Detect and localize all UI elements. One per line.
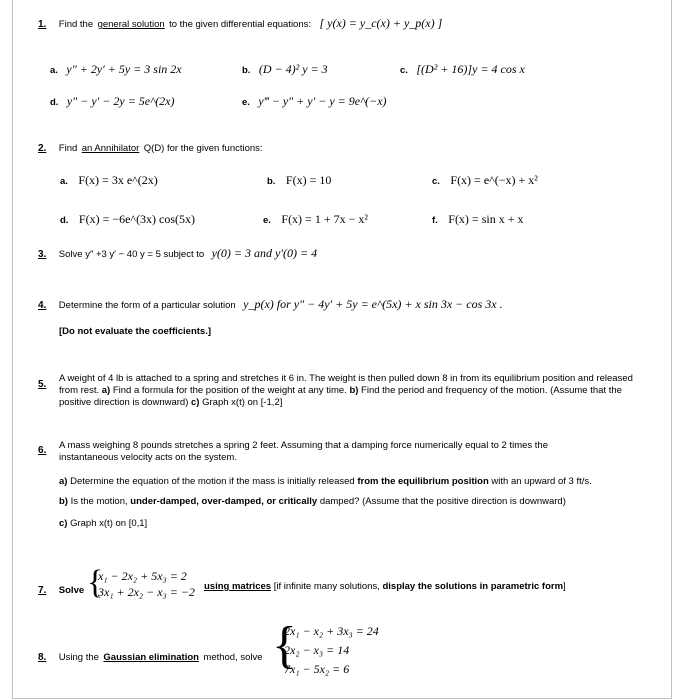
part-text: Graph x(t) on [0,1] [70, 518, 148, 529]
item-equation: F(x) = e^(−x) + x² [450, 173, 538, 187]
system-equation: 7x₁ − 5x₂ = 6 [284, 662, 350, 676]
problem-number: 3. [38, 249, 47, 260]
item-2b [267, 171, 331, 189]
item-2f [432, 210, 523, 228]
problem-text: Determine the form of a particular solution [58, 300, 236, 311]
gaussian-elimination-link: Gaussian elimination [103, 652, 199, 663]
item-1a [50, 60, 182, 78]
item-equation: F(x) = 1 + 7x − x² [281, 212, 368, 226]
item-equation: F(x) = sin x + x [448, 212, 524, 226]
general-solution-link: general solution [97, 19, 165, 30]
problem-equation: y_p(x) for y″ − 4y′ + 5y = e^(5x) + x sin 3x − cos 3x . [243, 297, 503, 311]
item-label: e. [242, 97, 250, 108]
problem-1 [38, 14, 442, 32]
item-2d [60, 210, 195, 228]
problem-8 [38, 647, 263, 665]
problem-text: Q(D) for the given functions: [143, 143, 263, 154]
item-label: d. [60, 215, 69, 226]
item-2a [60, 171, 158, 189]
solution-formula: [ y(x) = y_c(x) + y_p(x) ] [319, 16, 443, 30]
part-text: Find a formula for the position of the weight at any time. [112, 385, 347, 396]
part-label: a) [59, 476, 68, 487]
problem-2 [38, 138, 263, 156]
item-label: a. [50, 65, 58, 76]
problem-text: Solve y″ +3 y′ − 40 y = 5 subject to [58, 249, 205, 260]
part-label: c) [59, 518, 68, 529]
annihilator-link: an Annihilator [81, 143, 140, 154]
part-label: c) [191, 397, 200, 408]
system-equations [284, 622, 379, 679]
system-brace: { [87, 564, 104, 601]
problem-7 [38, 580, 84, 598]
item-label: d. [50, 97, 59, 108]
part-text: Determine the equation of the motion if the mass is initially released [70, 476, 355, 487]
problem-6b [59, 496, 566, 507]
item-label: e. [263, 215, 271, 226]
problem-note: [Do not evaluate the coefficients.] [59, 326, 212, 337]
problem-5-number [38, 374, 46, 392]
problem-7-instructions [204, 581, 566, 592]
problem-text: Find [58, 143, 78, 154]
item-label: f. [432, 215, 438, 226]
problem-text: Solve [58, 585, 85, 596]
item-equation: y‴ − y″ + y′ − y = 9e^(−x) [258, 94, 387, 108]
part-text: damped? (Assume that the positive direction is downward) [319, 496, 566, 507]
item-equation: [(D² + 16)]y = 4 cos x [416, 62, 525, 76]
problem-number: 2. [38, 143, 47, 154]
problem-6 [59, 440, 599, 464]
problem-text: Find the [58, 19, 94, 30]
problem-text: method, solve [203, 652, 263, 663]
part-text: Find the period and frequency of the motion. (Assume that the positive direction is downward) [59, 385, 622, 408]
problem-3 [38, 244, 317, 262]
item-2e [263, 210, 368, 228]
part-text-bold: under-damped, over-damped, or critically [130, 496, 318, 507]
part-label: a) [101, 385, 111, 396]
system-brace: { [272, 617, 297, 674]
part-text: with an upward of 3 ft/s. [491, 476, 592, 487]
problem-text: [if infinite many solutions, [273, 581, 380, 592]
item-1e [242, 92, 387, 110]
item-label: a. [60, 176, 68, 187]
problem-6-number [38, 440, 46, 458]
item-equation: (D − 4)² y = 3 [258, 62, 328, 76]
system-equations [98, 568, 195, 600]
part-text: Graph x(t) on [-1,2] [202, 397, 283, 408]
system-equation: 2x₂ − x₃ = 14 [284, 643, 350, 657]
problem-text: A mass weighing 8 pounds stretches a spring 2 feet. Assuming that a damping force numerically equal to 2 times the instantaneous velocity acts on the system. [59, 440, 548, 463]
part-text: Is the motion, [70, 496, 128, 507]
problem-4 [38, 295, 503, 313]
problem-number: 6. [38, 445, 47, 456]
problem-text: ] [563, 581, 566, 592]
problem-number: 5. [38, 379, 47, 390]
problem-text: A weight of 4 lb is attached to a spring and stretches it 6 in. The weight is then pulled down 8 in from its equilibrium position and released from rest. [59, 373, 633, 396]
problem-text: to the given differential equations: [169, 19, 312, 30]
using-matrices-link: using matrices [204, 581, 272, 592]
problem-text: Using the [58, 652, 99, 663]
item-equation: F(x) = 10 [285, 173, 332, 187]
item-1b [242, 60, 328, 78]
item-label: c. [400, 65, 408, 76]
item-1d [50, 92, 175, 110]
system-equation: 3x₁ + 2x₂ − x₃ = −2 [98, 585, 195, 599]
item-label: b. [267, 176, 276, 187]
problem-number: 7. [38, 585, 47, 596]
part-label: b) [59, 496, 68, 507]
system-equation: 2x₁ − x₂ + 3x₃ = 24 [284, 624, 379, 638]
item-equation: y″ + 2y′ + 5y = 3 sin 2x [66, 62, 182, 76]
item-equation: y″ − y′ − 2y = 5e^(2x) [66, 94, 175, 108]
problem-number: 1. [38, 19, 47, 30]
item-equation: F(x) = 3x e^(2x) [78, 173, 158, 187]
item-1c [400, 60, 525, 78]
system-equation: x₁ − 2x₂ + 5x₃ = 2 [98, 569, 187, 583]
problem-6c [59, 518, 147, 529]
item-equation: F(x) = −6e^(3x) cos(5x) [78, 212, 196, 226]
part-text-bold: from the equilibrium position [357, 476, 489, 487]
item-label: c. [432, 176, 440, 187]
item-2c [432, 171, 538, 189]
problem-number: 8. [38, 652, 47, 663]
problem-number: 4. [38, 300, 47, 311]
problem-5 [59, 373, 637, 409]
part-label: b) [349, 385, 359, 396]
initial-conditions: y(0) = 3 and y′(0) = 4 [211, 246, 318, 260]
problem-text-bold: display the solutions in parametric form [382, 581, 564, 592]
item-label: b. [242, 65, 251, 76]
problem-6a [59, 476, 592, 487]
